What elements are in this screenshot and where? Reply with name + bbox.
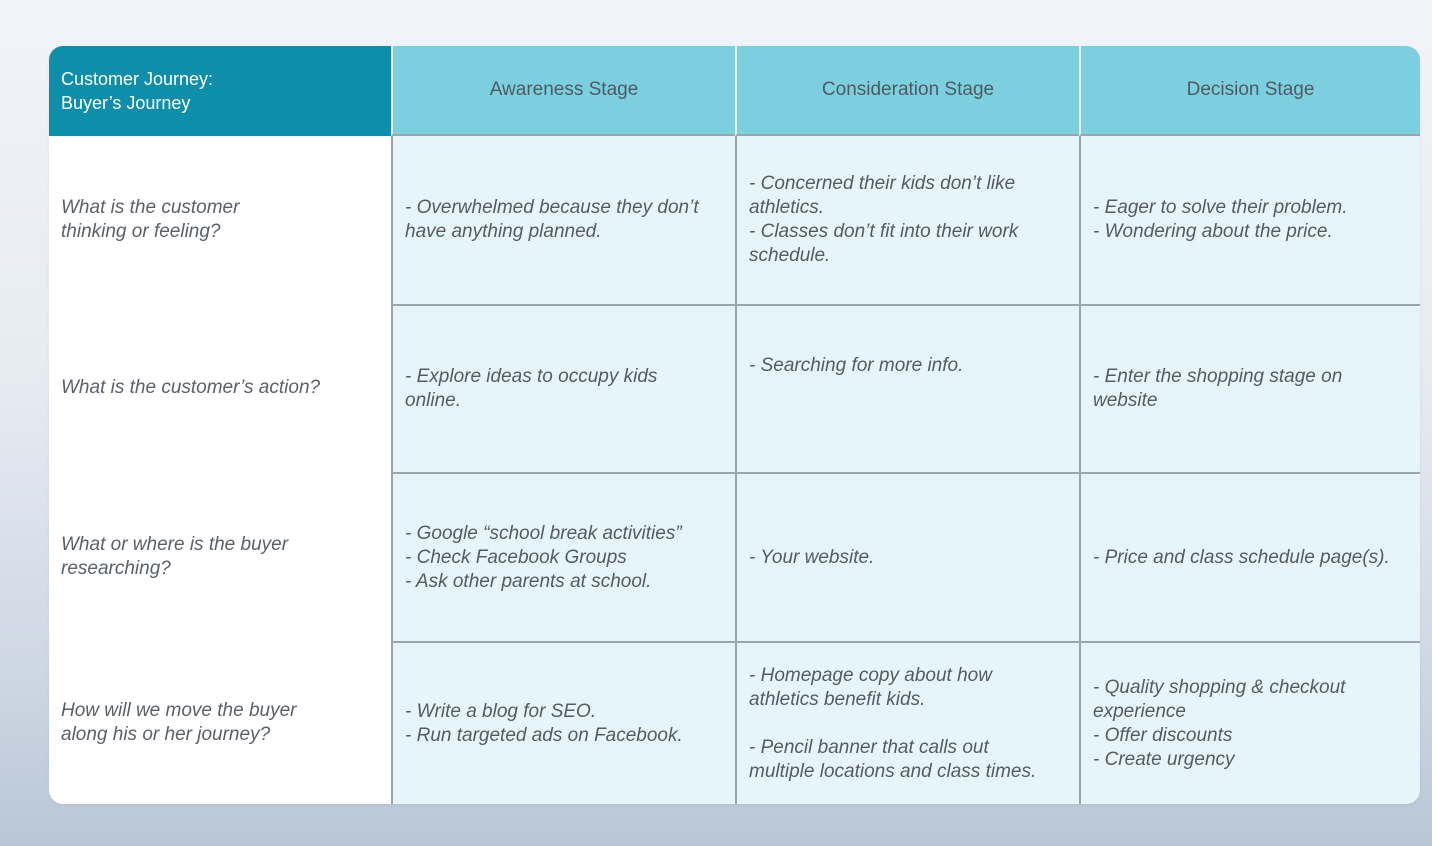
- cell-line: - Quality shopping & checkout: [1093, 676, 1346, 698]
- cell-researching-consideration: [735, 472, 1079, 641]
- row-question-action: [49, 304, 391, 472]
- cell-thinking-consideration: [735, 136, 1079, 304]
- cell-line: - Run targeted ads on Facebook.: [405, 724, 683, 746]
- cell-line: athletics benefit kids.: [749, 688, 926, 710]
- cell-line: - Classes don’t fit into their work: [749, 221, 1019, 242]
- cell-researching-decision: [1079, 472, 1420, 641]
- customer-journey-table: [49, 46, 1420, 804]
- cell-line: athletics.: [749, 197, 824, 218]
- cell-line: - Concerned their kids don’t like: [749, 173, 1016, 194]
- cell-line: - Ask other parents at school.: [405, 570, 652, 592]
- cell-move-awareness: [391, 641, 735, 804]
- cell-line: - Your website.: [749, 546, 875, 568]
- row-question-move-buyer: [49, 641, 391, 804]
- cell-thinking-awareness: [391, 136, 735, 304]
- cell-action-awareness: [391, 304, 735, 472]
- cell-line: - Create urgency: [1093, 748, 1235, 770]
- cell-line: - Explore ideas to occupy kids: [405, 366, 658, 387]
- cell-line-spacer: [749, 712, 1036, 736]
- stage-header-decision: Decision Stage: [1079, 46, 1420, 136]
- cell-thinking-decision: [1079, 136, 1420, 304]
- cell-line: - Price and class schedule page(s).: [1093, 546, 1390, 568]
- cell-action-consideration: [735, 304, 1079, 472]
- cell-line: - Pencil banner that calls out: [749, 736, 989, 758]
- cell-line: experience: [1093, 700, 1186, 722]
- cell-line: - Check Facebook Groups: [405, 546, 627, 568]
- cell-line: - Google “school break activities”: [405, 522, 682, 544]
- cell-researching-awareness: [391, 472, 735, 641]
- cell-line: - Searching for more info.: [749, 355, 964, 376]
- cell-line: have anything planned.: [405, 221, 602, 242]
- stage-header-awareness: Awareness Stage: [391, 46, 735, 136]
- row-question-researching: [49, 472, 391, 641]
- cell-line: - Overwhelmed because they don’t: [405, 197, 699, 218]
- question-line: What is the customer: [61, 197, 240, 218]
- corner-title-line: Customer Journey:: [61, 69, 214, 89]
- stage-header-consideration: Consideration Stage: [735, 46, 1079, 136]
- cell-move-consideration: [735, 641, 1079, 804]
- corner-title-line: Buyer’s Journey: [61, 93, 191, 113]
- table-corner-header: [49, 46, 391, 136]
- question-line: researching?: [61, 557, 171, 579]
- row-question-thinking: [49, 136, 391, 304]
- cell-line: - Write a blog for SEO.: [405, 700, 597, 722]
- cell-move-decision: [1079, 641, 1420, 804]
- question-line: How will we move the buyer: [61, 699, 297, 721]
- question-line: thinking or feeling?: [61, 221, 221, 242]
- cell-line: website: [1093, 390, 1158, 411]
- question-line: What is the customer’s action?: [61, 377, 321, 398]
- cell-line: - Eager to solve their problem.: [1093, 197, 1348, 218]
- cell-line: - Enter the shopping stage on: [1093, 366, 1343, 387]
- question-line: along his or her journey?: [61, 723, 271, 745]
- cell-line: - Homepage copy about how: [749, 664, 992, 686]
- cell-line: schedule.: [749, 245, 831, 266]
- cell-line: - Offer discounts: [1093, 724, 1233, 746]
- cell-line: online.: [405, 390, 461, 411]
- cell-line: - Wondering about the price.: [1093, 221, 1333, 242]
- cell-action-decision: [1079, 304, 1420, 472]
- question-line: What or where is the buyer: [61, 533, 289, 555]
- cell-line: multiple locations and class times.: [749, 760, 1037, 782]
